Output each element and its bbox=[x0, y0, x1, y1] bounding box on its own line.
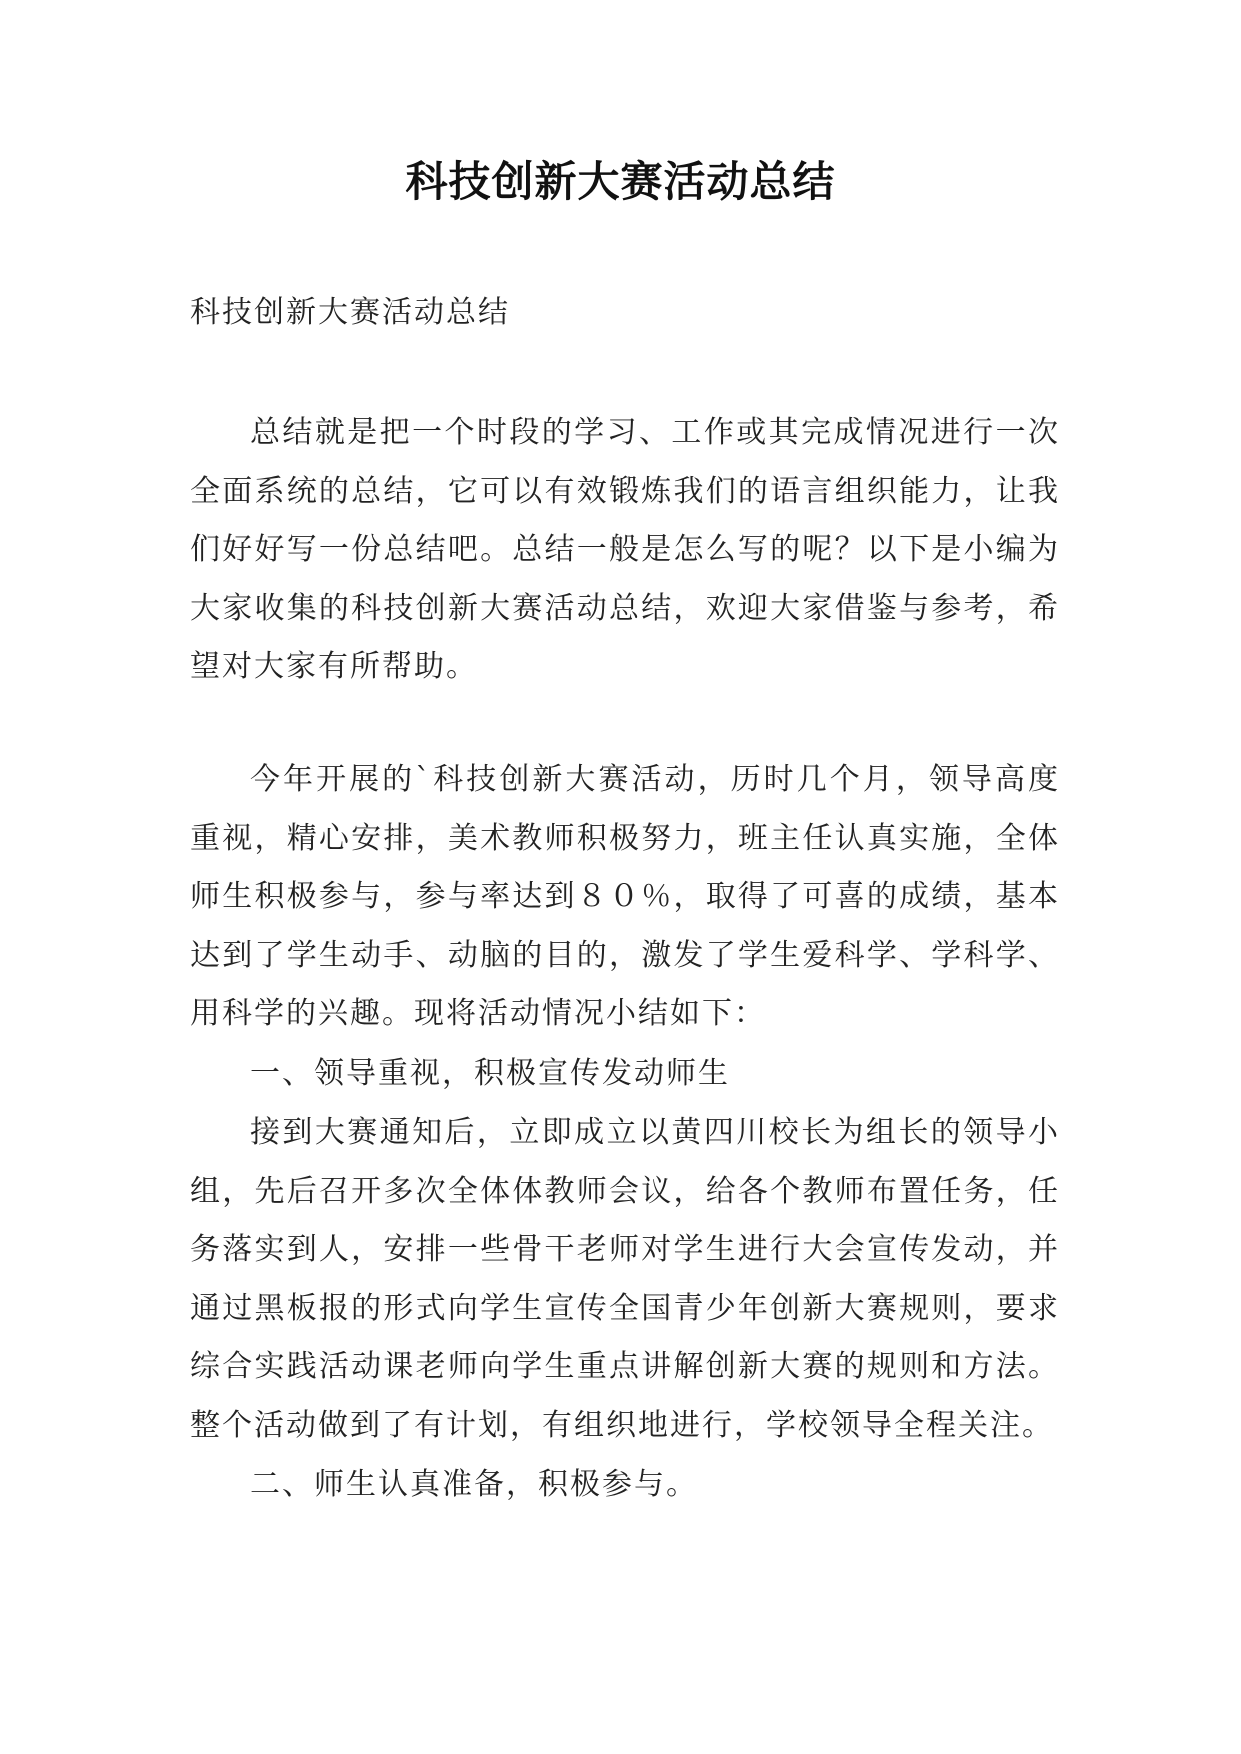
section-1-paragraph: 接到大赛通知后，立即成立以黄四川校长为组长的领导小组，先后召开多次全体体教师会议，给各个教师布置任务，任务落实到人，安排一些骨干老师对学生进行大会宣传发动，并通过黑板报的形式向学生宣传全国青少年创新大赛规则，要求综合实践活动课老师向学生重点讲解创新大赛的规则和方法。整个活动做到了有计划，有组织地进行，学校领导全程关注。 bbox=[190, 1115, 1060, 1443]
section-heading-1: 一、领导重视，积极宣传发动师生 bbox=[250, 1056, 730, 1091]
intro-paragraph: 总结就是把一个时段的学习、工作或其完成情况进行一次全面系统的总结，它可以有效锻炼我们的语言组织能力，让我们好好写一份总结吧。总结一般是怎么写的呢？以下是小编为大家收集的科技创新大赛活动总结，欢迎大家借鉴与参考，希望对大家有所帮助。 bbox=[190, 415, 1060, 684]
document-title: 科技创新大赛活动总结 bbox=[405, 157, 836, 206]
document-subtitle: 科技创新大赛活动总结 bbox=[190, 295, 510, 330]
overview-paragraph: 今年开展的`科技创新大赛活动，历时几个月，领导高度重视，精心安排，美术教师积极努力，班主任认真实施，全体师生积极参与，参与率达到８０％，取得了可喜的成绩，基本达到了学生动手、动脑的目的，激发了学生爱科学、学科学、用科学的兴趣。现将活动情况小结如下： bbox=[190, 762, 1060, 1031]
section-heading-2: 二、师生认真准备，积极参与。 bbox=[250, 1467, 698, 1502]
